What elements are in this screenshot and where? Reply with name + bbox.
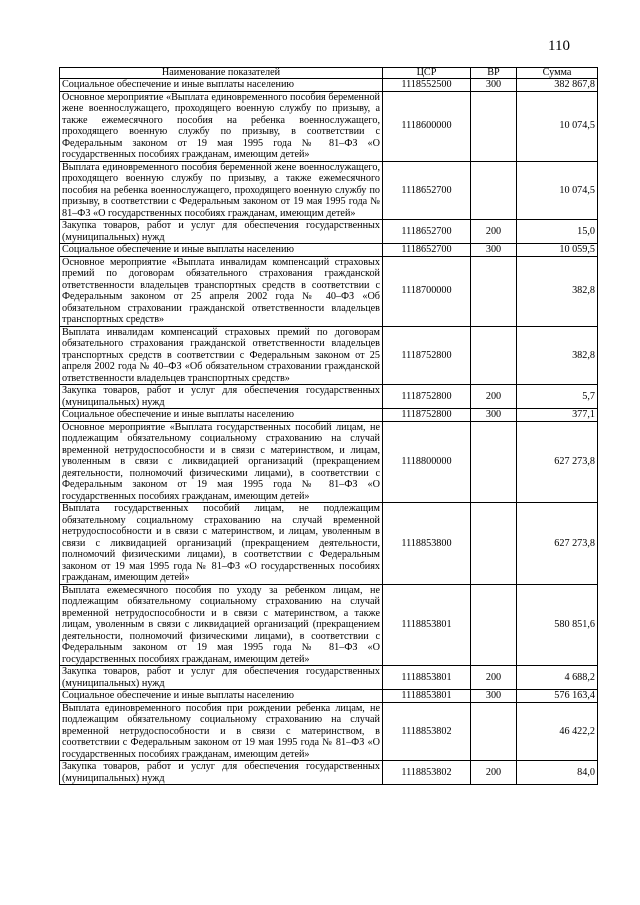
row-vr: 300 <box>471 79 517 92</box>
header-name: Наименование показателей <box>60 68 383 79</box>
header-sum: Сумма <box>517 68 598 79</box>
row-csr: 1118800000 <box>383 421 471 503</box>
row-vr: 200 <box>471 761 517 785</box>
page-number: 110 <box>548 38 570 54</box>
table-row <box>60 702 598 761</box>
row-sum: 5,7 <box>517 385 598 409</box>
row-name: Выплата государственных пособий лицам, не подлежащим обязательному социальному страхованию на случай временной нетрудоспособности и в связи с материнством, и лицам, уволенным в связи с ликвидацией организаций (прекращением деятельности, полномочий физическими лицами), в соответствии с Федеральным законом от 19 мая 1995 года № 81–ФЗ «О государственных пособиях гражданам, имеющим детей» <box>60 503 383 585</box>
row-vr <box>471 161 517 220</box>
table-row <box>60 409 598 422</box>
row-name: Социальное обеспечение и иные выплаты населению <box>60 244 383 257</box>
row-csr: 1118853800 <box>383 503 471 585</box>
row-name: Выплата инвалидам компенсаций страховых премий по договорам обязательного страхования гражданской ответственности владельцев транспортных средств в соответствии с Федеральным законом от 25 апреля 2002 года № 40–ФЗ «Об обязательном страховании гражданской ответственности владельцев транспортных средств» <box>60 326 383 385</box>
row-name: Закупка товаров, работ и услуг для обеспечения государственных (муниципальных) нужд <box>60 385 383 409</box>
budget-table <box>59 67 598 785</box>
row-sum: 10 059,5 <box>517 244 598 257</box>
row-vr: 200 <box>471 220 517 244</box>
table-row <box>60 690 598 703</box>
row-name: Закупка товаров, работ и услуг для обеспечения государственных (муниципальных) нужд <box>60 220 383 244</box>
row-name: Основное мероприятие «Выплата инвалидам компенсаций страховых премий по договорам обязательного страхования гражданской ответственности владельцев транспортных средств в соответствии с Федеральным законом от 25 апреля 2002 года № 40–ФЗ «Об обязательном страховании гражданской ответственности владельцев транспортных средств» <box>60 256 383 326</box>
row-csr: 1118853801 <box>383 666 471 690</box>
row-name: Социальное обеспечение и иные выплаты населению <box>60 690 383 703</box>
table-row <box>60 761 598 785</box>
row-sum: 627 273,8 <box>517 421 598 503</box>
table-row <box>60 79 598 92</box>
row-csr: 1118853801 <box>383 584 471 666</box>
row-vr <box>471 702 517 761</box>
row-name: Социальное обеспечение и иные выплаты населению <box>60 409 383 422</box>
table-row <box>60 326 598 385</box>
row-csr: 1118652700 <box>383 244 471 257</box>
row-vr <box>471 421 517 503</box>
row-sum: 10 074,5 <box>517 161 598 220</box>
row-sum: 580 851,6 <box>517 584 598 666</box>
row-sum: 46 422,2 <box>517 702 598 761</box>
row-sum: 627 273,8 <box>517 503 598 585</box>
row-csr: 1118652700 <box>383 161 471 220</box>
row-sum: 576 163,4 <box>517 690 598 703</box>
row-csr: 1118853801 <box>383 690 471 703</box>
table-row <box>60 161 598 220</box>
table-row <box>60 584 598 666</box>
table-row <box>60 385 598 409</box>
table-row <box>60 421 598 503</box>
row-name: Выплата единовременного пособия беременной жене военнослужащего, проходящего военную службу по призыву, а также ежемесячного пособия на ребенка военнослужащего, проходящего военную службу по призыву, в соответствии с Федеральным законом от 19 мая 1995 года № 81–ФЗ «О государственных пособиях гражданам, имеющим детей» <box>60 161 383 220</box>
row-csr: 1118552500 <box>383 79 471 92</box>
table-row <box>60 666 598 690</box>
row-csr: 1118853802 <box>383 761 471 785</box>
row-sum: 377,1 <box>517 409 598 422</box>
row-vr <box>471 256 517 326</box>
row-sum: 10 074,5 <box>517 91 598 161</box>
row-sum: 4 688,2 <box>517 666 598 690</box>
row-vr <box>471 503 517 585</box>
row-csr: 1118652700 <box>383 220 471 244</box>
row-vr <box>471 91 517 161</box>
row-name: Социальное обеспечение и иные выплаты населению <box>60 79 383 92</box>
row-vr <box>471 584 517 666</box>
row-sum: 382 867,8 <box>517 79 598 92</box>
table-row <box>60 256 598 326</box>
row-csr: 1118752800 <box>383 409 471 422</box>
table-row <box>60 220 598 244</box>
header-csr: ЦСР <box>383 68 471 79</box>
header-vr: ВР <box>471 68 517 79</box>
row-vr: 300 <box>471 409 517 422</box>
row-csr: 1118700000 <box>383 256 471 326</box>
row-name: Выплата единовременного пособия при рождении ребенка лицам, не подлежащим обязательному социальному страхованию на случай временной нетрудоспособности и в связи с материнством, в соответствии с Федеральным законом от 19 мая 1995 года № 81–ФЗ «О государственных пособиях гражданам, имеющим детей» <box>60 702 383 761</box>
row-csr: 1118752800 <box>383 326 471 385</box>
row-csr: 1118600000 <box>383 91 471 161</box>
table-row <box>60 503 598 585</box>
row-sum: 15,0 <box>517 220 598 244</box>
row-csr: 1118853802 <box>383 702 471 761</box>
row-vr: 300 <box>471 244 517 257</box>
row-vr: 300 <box>471 690 517 703</box>
table-row <box>60 91 598 161</box>
row-name: Выплата ежемесячного пособия по уходу за ребенком лицам, не подлежащим обязательному социальному страхованию на случай временной нетрудоспособности и в связи с материнством, а также лицам, уволенным в связи с ликвидацией организаций (прекращением деятельности, полномочий физическими лицами), в соответствии с Федеральным законом от 19 мая 1995 года № 81–ФЗ «О государственных пособиях гражданам, имеющим детей» <box>60 584 383 666</box>
row-sum: 84,0 <box>517 761 598 785</box>
row-sum: 382,8 <box>517 326 598 385</box>
row-name: Закупка товаров, работ и услуг для обеспечения государственных (муниципальных) нужд <box>60 761 383 785</box>
row-sum: 382,8 <box>517 256 598 326</box>
row-vr <box>471 326 517 385</box>
row-name: Основное мероприятие «Выплата государственных пособий лицам, не подлежащим обязательному социальному страхованию на случай временной нетрудоспособности и в связи с материнством, и лицам, уволенным в связи с ликвидацией организаций (прекращением деятельности, полномочий физическими лицами), в соответствии с Федеральным законом от 19 мая 1995 года № 81–ФЗ «О государственных пособиях гражданам, имеющим детей» <box>60 421 383 503</box>
row-vr: 200 <box>471 385 517 409</box>
row-name: Основное мероприятие «Выплата единовременного пособия беременной жене военнослужащего, проходящего военную службу по призыву, а также ежемесячного пособия на ребенка военнослужащего, проходящего военную службу по призыву, в соответствии с Федеральным законом от 19 мая 1995 года № 81–ФЗ «О государственных пособиях гражданам, имеющим детей» <box>60 91 383 161</box>
table-header-row <box>60 68 598 79</box>
row-name: Закупка товаров, работ и услуг для обеспечения государственных (муниципальных) нужд <box>60 666 383 690</box>
row-csr: 1118752800 <box>383 385 471 409</box>
table-row <box>60 244 598 257</box>
row-vr: 200 <box>471 666 517 690</box>
